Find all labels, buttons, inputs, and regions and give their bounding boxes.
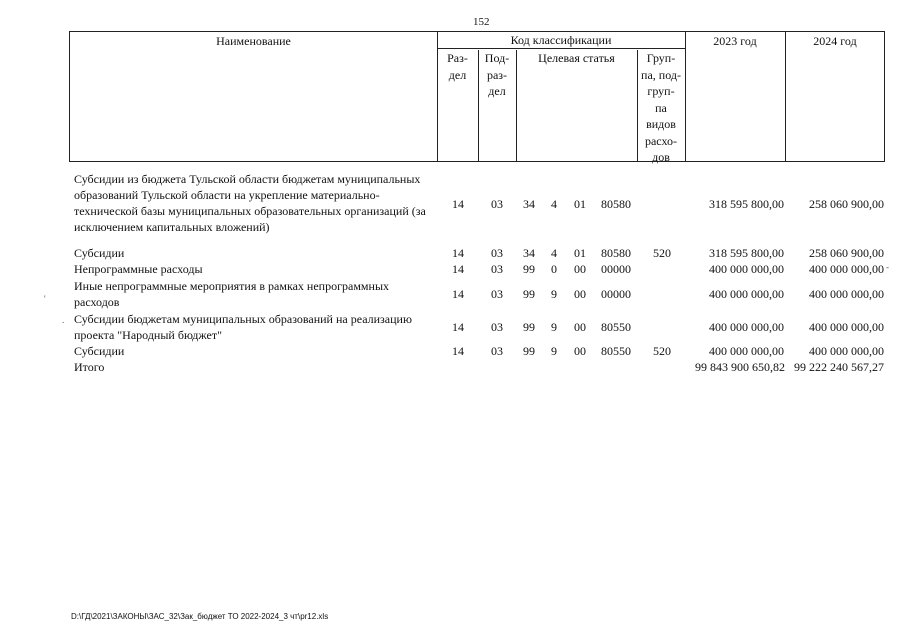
row-razdel: 14	[452, 197, 464, 211]
row-podrazdel: 03	[491, 246, 503, 260]
row-2023: 400 000 000,00	[709, 287, 784, 301]
row-code-4: 80550	[601, 320, 631, 334]
row-2023: 400 000 000,00	[709, 344, 784, 358]
row-code-2: 4	[551, 197, 557, 211]
row-razdel: 14	[452, 246, 464, 260]
row-code-4: 80550	[601, 344, 631, 358]
row-code-1: 34	[523, 246, 535, 260]
row-code-3: 01	[574, 246, 586, 260]
table-row	[0, 261, 905, 277]
header-2024: 2024 год	[813, 34, 857, 48]
header-podrazdel: Под- раз- дел	[484, 51, 510, 98]
row-2023: 318 595 800,00	[709, 246, 784, 260]
row-razdel: 14	[452, 344, 464, 358]
row-code-3: 00	[574, 287, 586, 301]
scan-mark: -	[886, 262, 889, 272]
table-row	[0, 343, 905, 359]
header-razdel: Раз- дел	[447, 51, 468, 82]
row-2024: 258 060 900,00	[809, 197, 884, 211]
row-code-3: 00	[574, 262, 586, 276]
row-podrazdel: 03	[491, 262, 503, 276]
row-name: Непрограммные расходы	[74, 262, 203, 276]
row-code-1: 34	[523, 197, 535, 211]
table-row	[0, 171, 905, 237]
row-name: Итого	[74, 360, 105, 374]
row-code-4: 00000	[601, 287, 631, 301]
row-code-2: 4	[551, 246, 557, 260]
header-code-classification: Код классификации	[510, 33, 612, 47]
table-header	[69, 31, 885, 162]
row-2024: 400 000 000,00	[809, 262, 884, 276]
row-podrazdel: 03	[491, 344, 503, 358]
table-row-total	[0, 359, 905, 375]
scan-mark: '	[44, 294, 46, 304]
row-2023: 318 595 800,00	[709, 197, 784, 211]
footer-file-path: D:\ГД\2021\ЗАКОНЫ\ЗАС_32\Зак_бюджет ТО 2022-2024_3 чт\pr12.xls	[71, 612, 329, 621]
row-name: Субсидии	[74, 246, 125, 260]
row-name: Иные непрограммные мероприятия в рамках непрограммных расходов	[74, 279, 390, 309]
col-divider	[685, 32, 686, 161]
row-name: Субсидии бюджетам муниципальных образований на реализацию проекта "Народный бюджет"	[74, 312, 412, 342]
row-code-3: 01	[574, 197, 586, 211]
row-group: 520	[653, 246, 671, 260]
row-code-4: 00000	[601, 262, 631, 276]
header-gruppa: Груп- па, под- груп- па видов расхо- дов	[641, 51, 681, 164]
header-name: Наименование	[216, 34, 291, 48]
row-2023: 99 843 900 650,82	[695, 360, 785, 374]
row-razdel: 14	[452, 320, 464, 334]
row-razdel: 14	[452, 262, 464, 276]
row-code-1: 99	[523, 344, 535, 358]
row-2024: 258 060 900,00	[809, 246, 884, 260]
row-code-4: 80580	[601, 197, 631, 211]
row-code-3: 00	[574, 344, 586, 358]
page-number: 152	[473, 16, 490, 28]
row-2024: 99 222 240 567,27	[794, 360, 884, 374]
row-podrazdel: 03	[491, 287, 503, 301]
row-code-2: 0	[551, 262, 557, 276]
row-2023: 400 000 000,00	[709, 262, 784, 276]
row-code-3: 00	[574, 320, 586, 334]
row-code-1: 99	[523, 287, 535, 301]
row-name: Субсидии	[74, 344, 125, 358]
row-name: Субсидии из бюджета Тульской области бюджетам муниципальных образований Тульской области на укрепление материально-технической базы муниципальных образовательных организаций (за исключением капитальных вложений)	[74, 172, 426, 234]
row-2023: 400 000 000,00	[709, 320, 784, 334]
row-code-1: 99	[523, 262, 535, 276]
row-code-2: 9	[551, 344, 557, 358]
row-code-2: 9	[551, 287, 557, 301]
table-row	[0, 278, 905, 310]
scan-mark: .	[62, 315, 65, 325]
header-celevaya-statya: Целевая статья	[538, 51, 615, 65]
row-code-4: 80580	[601, 246, 631, 260]
row-2024: 400 000 000,00	[809, 287, 884, 301]
row-2024: 400 000 000,00	[809, 344, 884, 358]
table-row	[0, 311, 905, 343]
row-razdel: 14	[452, 287, 464, 301]
row-2024: 400 000 000,00	[809, 320, 884, 334]
row-group: 520	[653, 344, 671, 358]
row-code-2: 9	[551, 320, 557, 334]
row-code-1: 99	[523, 320, 535, 334]
row-podrazdel: 03	[491, 320, 503, 334]
col-divider	[516, 50, 517, 161]
table-row	[0, 245, 905, 261]
row-podrazdel: 03	[491, 197, 503, 211]
header-2023: 2023 год	[713, 34, 757, 48]
col-divider	[785, 32, 786, 161]
